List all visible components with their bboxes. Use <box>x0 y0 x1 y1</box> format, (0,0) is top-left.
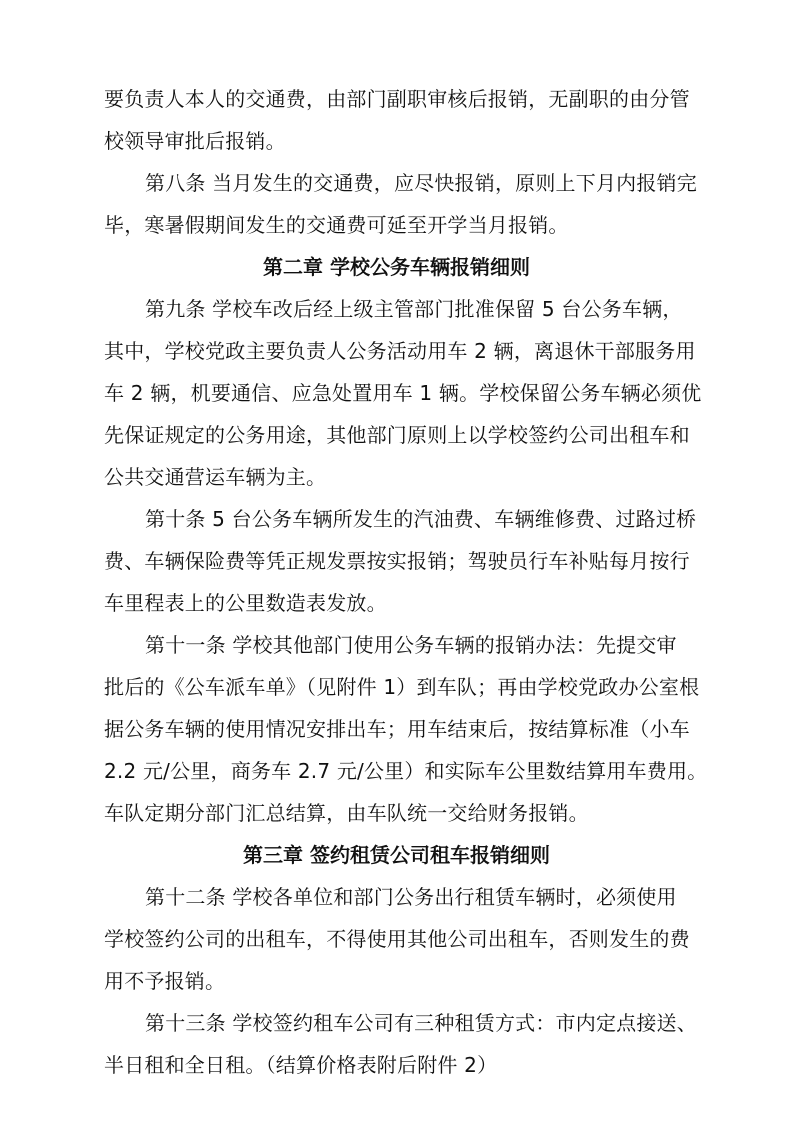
paragraph-line: 车 2 辆，机要通信、应急处置用车 1 辆。学校保留公务车辆必须优 <box>104 381 702 405</box>
paragraph-line: 用不予报销。 <box>104 969 226 993</box>
paragraph-line: 半日租和全日租。（结算价格表附后附件 2） <box>104 1053 498 1077</box>
article-9-line: 第九条 学校车改后经上级主管部门批准保留 5 台公务车辆， <box>145 297 683 321</box>
article-10-line: 第十条 5 台公务车辆所发生的汽油费、车辆维修费、过路过桥 <box>145 507 697 531</box>
chapter-2-heading: 第二章 学校公务车辆报销细则 <box>263 255 530 279</box>
paragraph-line: 2.2 元/公里，商务车 2.7 元/公里）和实际车公里数结算用车费用。 <box>104 759 708 783</box>
paragraph-line: 车里程表上的公里数造表发放。 <box>104 591 387 615</box>
article-8-line: 第八条 当月发生的交通费，应尽快报销，原则上下月内报销完 <box>145 171 697 195</box>
paragraph-line: 要负责人本人的交通费，由部门副职审核后报销，无副职的由分管 <box>104 87 690 111</box>
paragraph-line: 校领导审批后报销。 <box>104 129 286 153</box>
paragraph-line: 费、车辆保险费等凭正规发票按实报销；驾驶员行车补贴每月按行 <box>104 549 690 573</box>
paragraph-line: 公共交通营运车辆为主。 <box>104 465 327 489</box>
paragraph-line: 学校签约公司的出租车，不得使用其他公司出租车，否则发生的费 <box>104 927 690 951</box>
chapter-3-heading: 第三章 签约租赁公司租车报销细则 <box>243 843 550 867</box>
paragraph-line: 批后的《公车派车单》（见附件 1）到车队；再由学校党政办公室根 <box>104 675 700 699</box>
article-12-line: 第十二条 学校各单位和部门公务出行租赁车辆时，必须使用 <box>145 885 677 909</box>
article-11-line: 第十一条 学校其他部门使用公务车辆的报销办法：先提交审 <box>145 633 677 657</box>
paragraph-line: 毕，寒暑假期间发生的交通费可延至开学当月报销。 <box>104 213 569 237</box>
paragraph-line: 车队定期分部门汇总结算，由车队统一交给财务报销。 <box>104 801 589 825</box>
article-13-line: 第十三条 学校签约租车公司有三种租赁方式：市内定点接送、 <box>145 1011 697 1035</box>
paragraph-line: 其中，学校党政主要负责人公务活动用车 2 辆，离退休干部服务用 <box>104 339 696 363</box>
paragraph-line: 先保证规定的公务用途，其他部门原则上以学校签约公司出租车和 <box>104 423 690 447</box>
paragraph-line: 据公务车辆的使用情况安排出车；用车结束后，按结算标准（小车 <box>104 717 690 741</box>
